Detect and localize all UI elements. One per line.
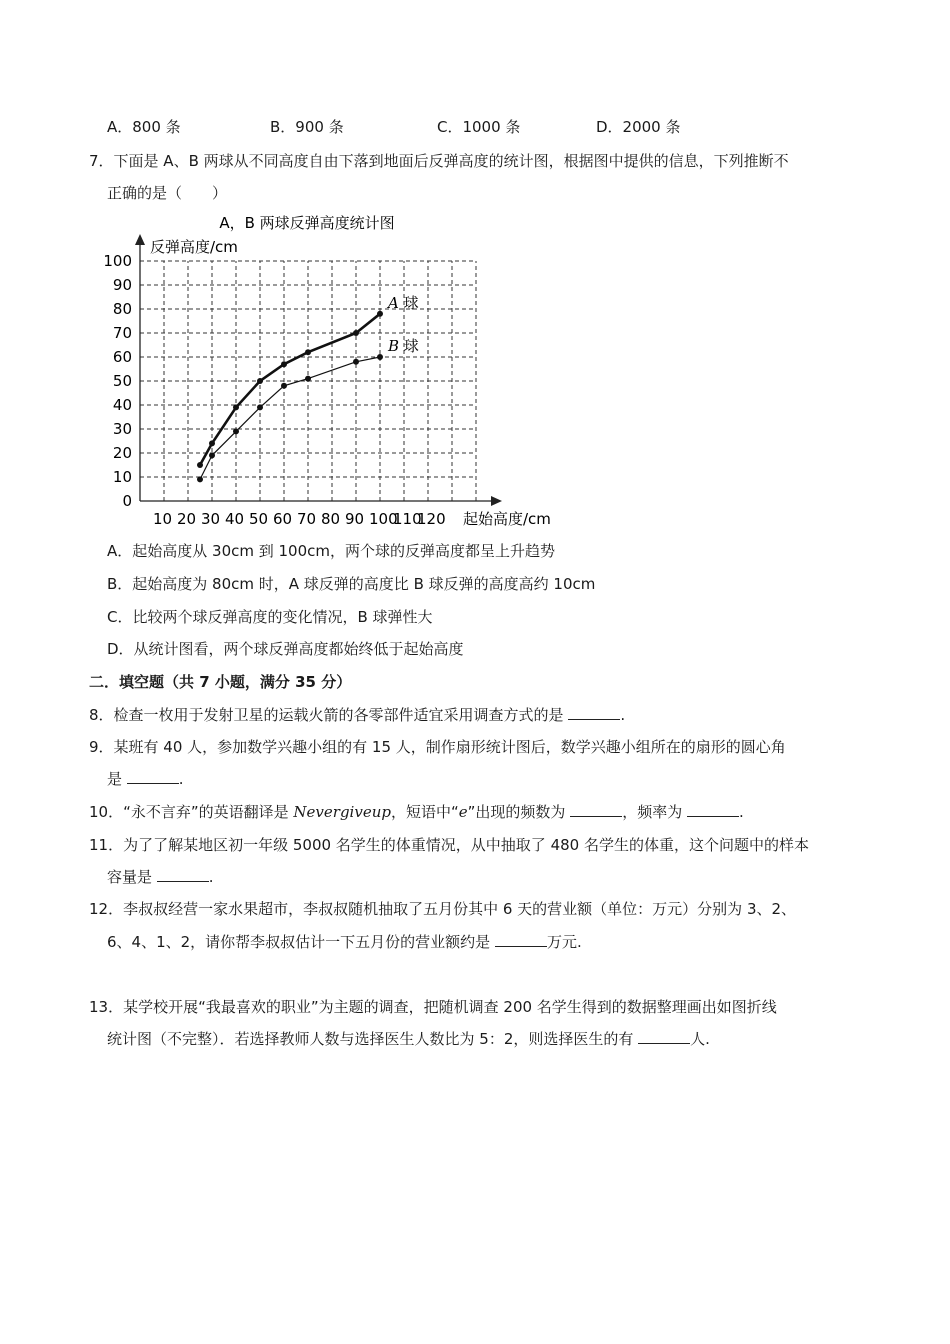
chart-axes [135,234,502,506]
q7-stem-line1: 7．下面是 A、B 两球从不同高度自由下落到地面后反弹高度的统计图，根据图中提供的信息，下列推断不 [89,152,789,170]
q13-line2 [107,1028,710,1049]
data-point [233,404,239,410]
q6-option-d: D．2000 条 [596,118,681,136]
x-tick-label: 110 [393,510,422,528]
x-tick-label: 50 [249,510,269,528]
q11-line2 [107,866,214,887]
x-tick-labels [153,510,446,528]
q7-option-d: D．从统计图看，两个球反弹高度都始终低于起始高度 [107,640,464,658]
q9-text: 是 [107,770,123,788]
data-point [377,311,383,317]
question-8 [89,704,625,725]
data-point [209,440,215,446]
q8-text: 8．检查一枚用于发射卫星的运载火箭的各零部件适宜采用调查方式的是 [89,706,564,724]
q10-mid3: ，频率为 [622,803,683,821]
data-point [197,462,203,468]
data-point [197,476,203,482]
y-axis-arrow [135,234,145,245]
y-tick-label: 70 [112,324,132,342]
data-point [281,383,287,389]
bounce-height-chart [95,205,575,535]
q11-blank [157,867,209,882]
q7-option-c: C．比较两个球反弹高度的变化情况，B 球弹性大 [107,608,433,626]
y-tick-label: 100 [103,252,132,270]
series-line-b [200,357,380,479]
series-label: B 球 [388,337,419,355]
y-tick-label: 0 [122,492,132,510]
q10-blank-2 [687,802,739,817]
q12-text: 6、4、1、2，请你帮李叔叔估计一下五月份的营业额约是 [107,933,491,951]
q12-end: 万元. [546,933,582,951]
q9-line1: 9．某班有 40 人，参加数学兴趣小组的有 15 人，制作扇形统计图后，数学兴趣小组所在的扇形的圆心角 [89,738,786,756]
q6-option-b: B．900 条 [270,118,344,136]
q8-blank [568,705,620,720]
y-tick-label: 20 [112,444,132,462]
x-tick-label: 30 [201,510,221,528]
q10-mid2: ”出现的频数为 [467,803,566,821]
q12-line1: 12．李叔叔经营一家水果超市，李叔叔随机抽取了五月份其中 6 天的营业额（单位：万元）分别为 3、2、 [89,900,797,918]
q10-phrase: Nevergiveup [293,803,391,821]
q13-text: 统计图（不完整）．若选择教师人数与选择医生人数比为 5：2，则选择医生的有 [107,1030,634,1048]
q12-blank [495,932,547,947]
data-point [209,452,215,458]
q7-option-b: B．起始高度为 80cm 时，A 球反弹的高度比 B 球反弹的高度高约 10cm [107,575,596,593]
data-point [257,404,263,410]
section-title: 二．填空题（共 7 小题，满分 35 分） [89,673,352,691]
x-tick-label: 70 [297,510,317,528]
q12-line2 [107,931,582,952]
x-axis-label: 起始高度/cm [463,510,551,528]
q6-option-a: A．800 条 [107,118,181,136]
q10-mid: ，短语中“ [390,803,459,821]
data-point [305,376,311,382]
q7-stem-line2: 正确的是（ ） [107,184,228,202]
data-point [257,378,263,384]
q6-option-c: C．1000 条 [437,118,521,136]
data-point [233,428,239,434]
q11-text: 容量是 [107,868,153,886]
chart-title: A，B 两球反弹高度统计图 [219,214,395,232]
q13-blank [638,1029,690,1044]
y-tick-label: 90 [112,276,132,294]
q7-option-a: A．起始高度从 30cm 到 100cm，两个球的反弹高度都呈上升趋势 [107,542,556,560]
y-tick-label: 50 [112,372,132,390]
x-tick-label: 80 [321,510,341,528]
q11-line1: 11．为了了解某地区初一年级 5000 名学生的体重情况，从中抽取了 480 名学生的体重，这个问题中的样本 [89,836,809,854]
y-tick-labels [103,252,132,510]
x-tick-label: 20 [177,510,197,528]
question-10 [89,801,744,822]
y-tick-label: 10 [112,468,132,486]
q10-letter: e [458,803,468,821]
y-tick-label: 40 [112,396,132,414]
data-point [353,359,359,365]
q10-blank-1 [570,802,622,817]
q9-line2 [107,768,184,789]
q8-end: . [620,706,626,724]
y-tick-label: 80 [112,300,132,318]
data-point [305,349,311,355]
q13-line1: 13．某学校开展“我最喜欢的职业”为主题的调查，把随机调查 200 名学生得到的数据整理画出如图折线 [89,998,777,1016]
y-axis-label: 反弹高度/cm [150,238,238,256]
q13-end: 人. [690,1030,710,1048]
series-line-a [200,314,380,465]
data-point [281,361,287,367]
x-axis-arrow [491,496,502,506]
data-point [377,354,383,360]
q11-end: . [208,868,214,886]
y-tick-label: 30 [112,420,132,438]
q9-blank [127,769,179,784]
x-tick-label: 100 [369,510,398,528]
x-tick-label: 120 [417,510,446,528]
q9-end: . [178,770,184,788]
x-tick-label: 60 [273,510,293,528]
q10-pre: 10．“永不言弃”的英语翻译是 [89,803,289,821]
y-tick-label: 60 [112,348,132,366]
series-label: A 球 [388,293,419,312]
data-point [353,330,359,336]
q10-end: . [739,803,744,821]
x-tick-label: 40 [225,510,245,528]
x-tick-label: 10 [153,510,173,528]
x-tick-label: 90 [345,510,365,528]
